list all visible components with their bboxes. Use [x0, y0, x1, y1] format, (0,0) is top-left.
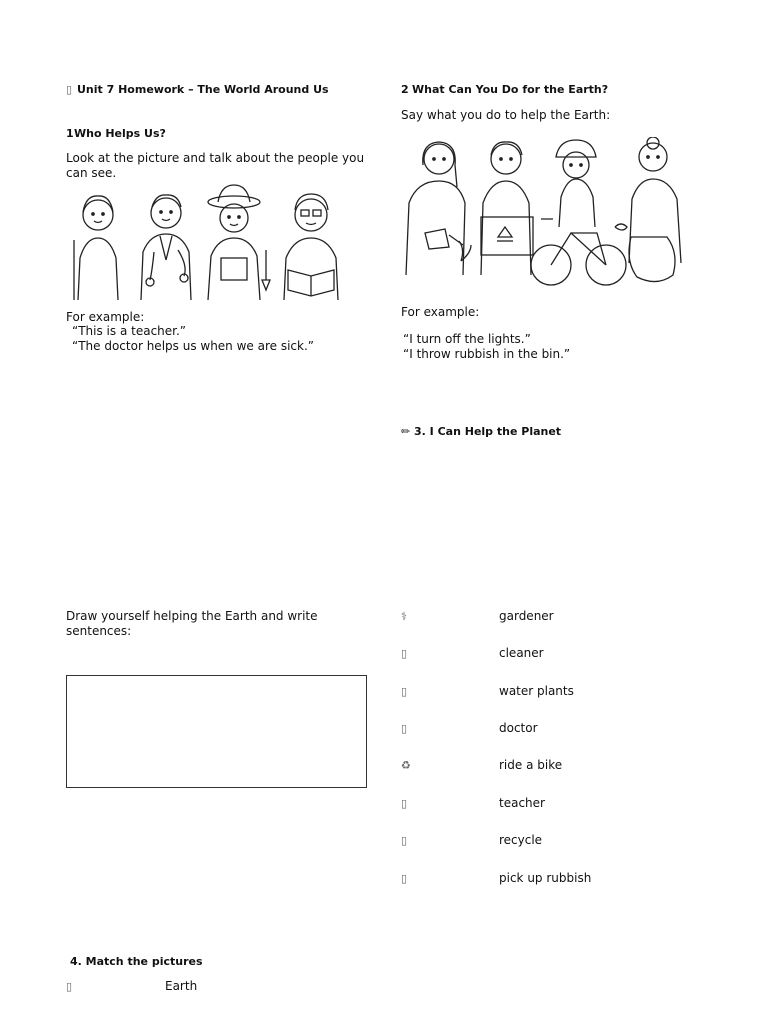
teacher-figure [74, 196, 118, 300]
section-4-title: 4. Match the pictures [70, 955, 203, 968]
cyclist-figure [531, 140, 626, 285]
section-2-number: 2 [401, 83, 409, 96]
water-plants-icon: ▯ [401, 685, 408, 698]
section-2-instruction: Say what you do to help the Earth: [401, 108, 611, 122]
section-1-example-2: “The doctor helps us when we are sick.” [72, 339, 314, 353]
teacher-icon: ▯ [401, 797, 408, 810]
section-1-instruction: Look at the picture and talk about the people you can see. [66, 151, 365, 180]
section-1-example-label: For example: [66, 310, 145, 324]
section-1-title: Who Helps Us? [74, 127, 166, 140]
bike-icon: ♻ [401, 759, 411, 772]
recycle-icon: ▯ [401, 834, 408, 847]
match-label-teacher: teacher [499, 796, 545, 810]
match-label-ride-a-bike: ride a bike [499, 758, 563, 772]
doctor-figure [141, 195, 191, 300]
match-label-earth: Earth [165, 979, 198, 993]
recycling-box-figure [481, 142, 533, 275]
match-label-gardener: gardener [499, 609, 554, 623]
drawing-box[interactable] [66, 675, 367, 788]
earth-helpers-illustration [401, 137, 703, 295]
book-icon: ▯ [66, 83, 73, 96]
match-label-water-plants: water plants [499, 684, 574, 698]
gardener-icon: ⚕ [401, 610, 407, 623]
section-1-example-1: “This is a teacher.” [72, 324, 187, 338]
doctor-icon: ▯ [401, 722, 408, 735]
watering-figure [406, 142, 471, 275]
gardener-figure [208, 185, 270, 300]
section-2-title: What Can You Do for the Earth? [412, 83, 609, 96]
section-1-number: 1 [66, 127, 74, 140]
section-3-instruction: Draw yourself helping the Earth and write sentences: [66, 609, 318, 638]
section-2-example-label: For example: [401, 305, 480, 319]
section-3-title: 3. I Can Help the Planet [414, 425, 562, 438]
page-title: Unit 7 Homework – The World Around Us [77, 83, 329, 96]
community-helpers-illustration [66, 180, 366, 300]
match-label-cleaner: cleaner [499, 646, 544, 660]
rubbish-icon: ▯ [401, 872, 408, 885]
match-label-recycle: recycle [499, 833, 543, 847]
match-label-pick-up-rubbish: pick up rubbish [499, 871, 592, 885]
match-label-doctor: doctor [499, 721, 538, 735]
pencil-icon: ✏ [401, 425, 411, 438]
section-2-example-1: “I turn off the lights.” [403, 332, 531, 346]
section-2-example-2: “I throw rubbish in the bin.” [403, 347, 571, 361]
earth-icon: ▯ [66, 980, 73, 993]
reader-figure [284, 194, 338, 300]
cleaner-icon: ▯ [401, 647, 408, 660]
